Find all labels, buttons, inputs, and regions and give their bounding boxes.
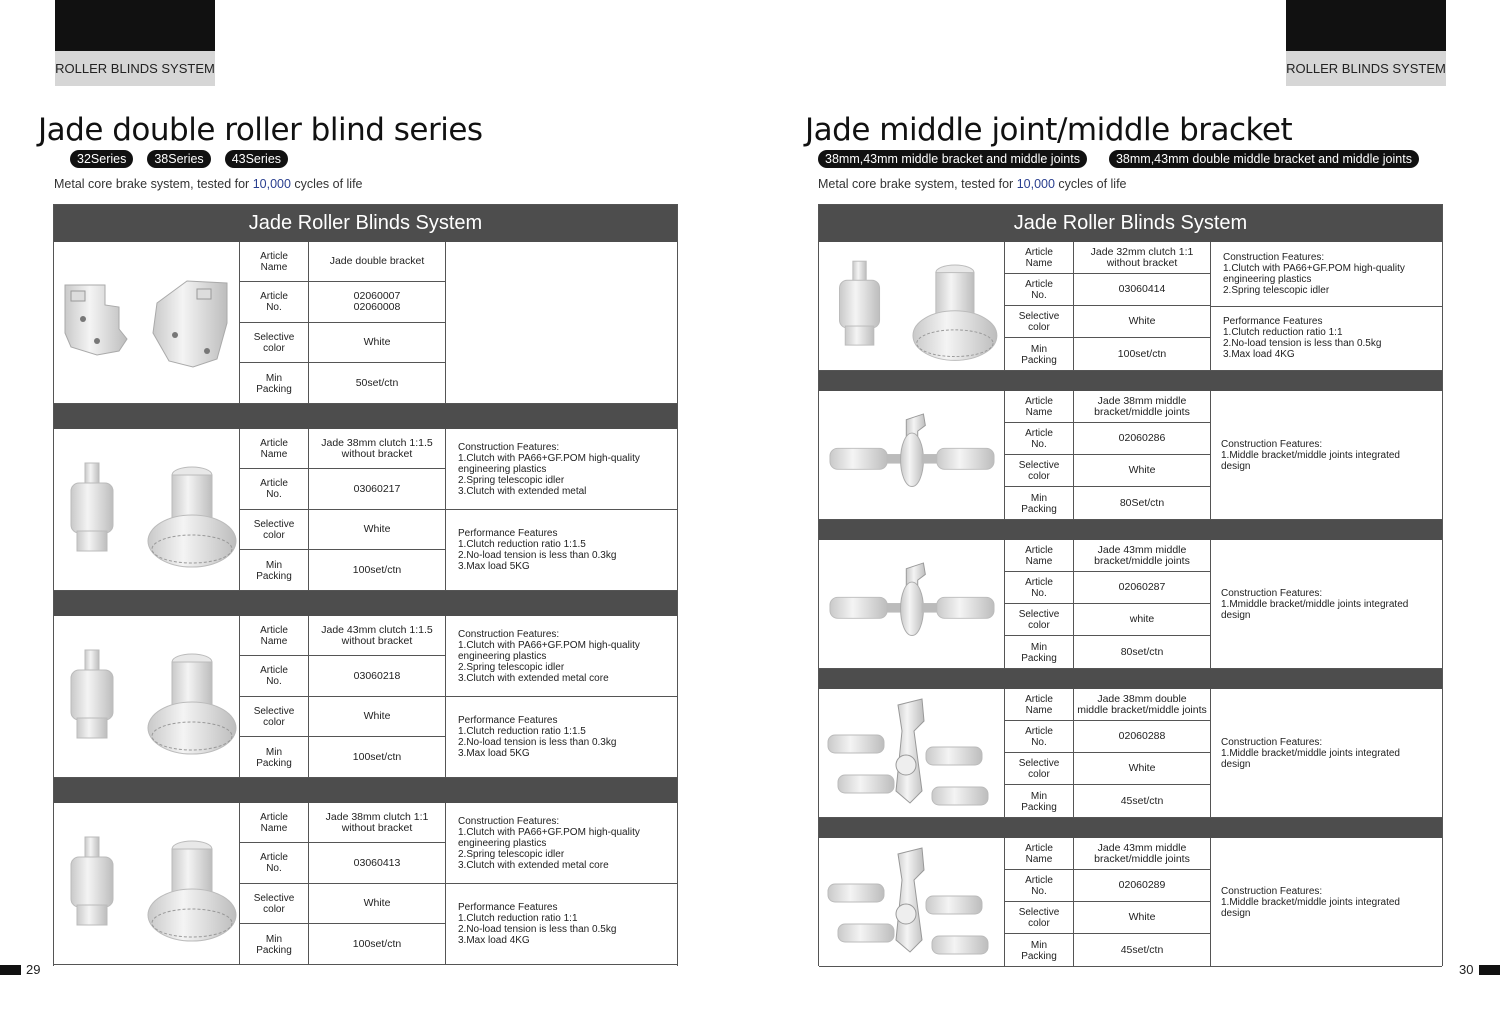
- article-name: Jade 38mm clutch 1:1.5 without bracket: [309, 429, 446, 469]
- spec-label: Article Name: [1005, 838, 1074, 870]
- spec-label: Min Packing: [1005, 934, 1074, 967]
- spec-label: Article No.: [240, 469, 309, 510]
- performance-features: Performance Features 1.Clutch reduction ratio 1:1 2.No-load tension is less than 0.5kg 3.Max load 4KG: [458, 902, 617, 946]
- spec-label: Article No.: [240, 843, 309, 884]
- selective-color: White: [309, 323, 446, 363]
- double-middle-bracket-icon: [819, 838, 1005, 966]
- spec-label: Selective color: [1005, 604, 1074, 636]
- product-row: [819, 391, 1442, 520]
- spec-label: Min Packing: [240, 737, 309, 778]
- features: [1211, 689, 1442, 817]
- article-name: Jade 38mm middle bracket/middle joints: [1074, 391, 1211, 423]
- header-tab-left: [55, 0, 215, 86]
- spec-label: Article Name: [1005, 391, 1074, 423]
- spec-label: Selective color: [240, 697, 309, 737]
- spec-label: Selective color: [1005, 306, 1074, 338]
- spec-label: Article Name: [240, 429, 309, 469]
- spec-label: Article Name: [240, 616, 309, 656]
- spec-label: Article No.: [240, 282, 309, 323]
- separator-bar: [819, 818, 1442, 838]
- header-tab-right: [1286, 0, 1446, 86]
- article-no: 02060286: [1074, 423, 1211, 455]
- spec-label: Selective color: [240, 323, 309, 363]
- performance-features: Performance Features 1.Clutch reduction ratio 1:1.5 2.No-load tension is less than 0.3kg 3.Max load 5KG: [458, 715, 617, 759]
- spec-grid: [1005, 540, 1211, 668]
- construction-features: Construction Features: 1.Mmiddle bracket/middle joints integrated design: [1221, 587, 1409, 621]
- spec-label: Min Packing: [240, 550, 309, 591]
- article-no: 02060289: [1074, 870, 1211, 902]
- spec-grid: [240, 803, 446, 964]
- construction-features: Construction Features: 1.Middle bracket/middle joints integrated design: [1221, 736, 1400, 770]
- separator-bar: [819, 520, 1442, 540]
- spec-grid: [1005, 391, 1211, 519]
- product-row: [54, 616, 677, 778]
- system-table-left: [53, 204, 678, 966]
- section-label: ROLLER BLINDS SYSTEM: [55, 51, 215, 86]
- spec-label: Article Name: [240, 242, 309, 282]
- spec-label: Selective color: [1005, 455, 1074, 487]
- spec-grid: [240, 429, 446, 590]
- article-name: Jade 43mm middle bracket/middle joints: [1074, 838, 1211, 870]
- section-label: ROLLER BLINDS SYSTEM: [1286, 51, 1446, 86]
- series-tags: [70, 150, 288, 168]
- min-packing: 45set/ctn: [1074, 934, 1211, 967]
- clutch-icon: [819, 242, 1005, 370]
- selective-color: White: [1074, 306, 1211, 338]
- middle-bracket-icon: [819, 540, 1005, 668]
- article-name: Jade 38mm double middle bracket/middle joints: [1074, 689, 1211, 721]
- features: [1211, 540, 1442, 668]
- article-name: Jade 38mm clutch 1:1 without bracket: [309, 803, 446, 843]
- double-bracket-icon: [54, 242, 240, 403]
- system-title: Jade Roller Blinds System: [819, 205, 1442, 242]
- page-marker-right: [1479, 965, 1500, 975]
- spec-label: Selective color: [240, 510, 309, 550]
- spec-label: Article No.: [1005, 870, 1074, 902]
- separator-bar: [819, 371, 1442, 391]
- header-black-bar: [1286, 0, 1446, 51]
- construction-features: Construction Features: 1.Clutch with PA66+GF.POM high-quality engineering plastics 2.Spring telescopic idler 3.Clutch with extended metal: [446, 429, 677, 510]
- clutch-icon: [54, 803, 240, 964]
- article-no: 02060288: [1074, 721, 1211, 753]
- separator-bar: [54, 591, 677, 616]
- features: [1211, 242, 1442, 370]
- spec-grid: [240, 242, 446, 403]
- performance-features: Performance Features 1.Clutch reduction ratio 1:1.5 2.No-load tension is less than 0.3kg 3.Max load 5KG: [458, 528, 617, 572]
- series-tag: 32Series: [70, 150, 133, 168]
- spec-label: Selective color: [1005, 902, 1074, 934]
- spec-grid: [1005, 242, 1211, 370]
- page-title-left: Jade double roller blind series: [38, 112, 483, 148]
- product-row: [819, 540, 1442, 669]
- spec-label: Min Packing: [240, 924, 309, 965]
- article-name: Jade double bracket: [309, 242, 446, 282]
- subtitle-text: cycles of life: [1054, 177, 1127, 191]
- performance-features: Performance Features 1.Clutch reduction ratio 1:1 2.No-load tension is less than 0.5kg 3.Max load 4KG: [1223, 316, 1382, 361]
- features: [446, 616, 677, 777]
- spec-label: Article No.: [1005, 423, 1074, 455]
- middle-bracket-icon: [819, 391, 1005, 519]
- subtitle-text: Metal core brake system, tested for: [818, 177, 1017, 191]
- article-no: 03060218: [309, 656, 446, 697]
- subtitle-right: [818, 177, 1127, 191]
- article-no: 02060287: [1074, 572, 1211, 604]
- min-packing: 100set/ctn: [309, 924, 446, 965]
- selective-color: White: [309, 884, 446, 924]
- separator-bar: [54, 404, 677, 429]
- construction-features: Construction Features: 1.Clutch with PA66+GF.POM high-quality engineering plastics 2.Spring telescopic idler 3.Clutch with extended metal core: [446, 616, 677, 697]
- double-middle-bracket-icon: [819, 689, 1005, 817]
- spec-label: Min Packing: [1005, 338, 1074, 371]
- page-number-left: 29: [26, 962, 41, 977]
- subtitle-text: Metal core brake system, tested for: [54, 177, 253, 191]
- header-black-bar: [55, 0, 215, 51]
- features: [446, 429, 677, 590]
- page-number-right: 30: [1459, 962, 1474, 977]
- article-name: Jade 43mm clutch 1:1.5 without bracket: [309, 616, 446, 656]
- spec-label: Article Name: [1005, 242, 1074, 274]
- article-name: Jade 32mm clutch 1:1 without bracket: [1074, 242, 1211, 274]
- spec-label: Article Name: [1005, 540, 1074, 572]
- features: [1211, 838, 1442, 966]
- article-no: 02060007 02060008: [309, 282, 446, 323]
- series-tag: 38mm,43mm double middle bracket and middle joints: [1109, 150, 1419, 168]
- min-packing: 100set/ctn: [309, 550, 446, 591]
- product-row: [54, 803, 677, 965]
- spec-label: Min Packing: [1005, 487, 1074, 520]
- spec-label: Article Name: [1005, 689, 1074, 721]
- min-packing: 45set/ctn: [1074, 785, 1211, 818]
- min-packing: 80Set/ctn: [1074, 487, 1211, 520]
- cycles-count: 10,000: [252, 177, 291, 191]
- series-tag: 38mm,43mm middle bracket and middle joints: [818, 150, 1087, 168]
- series-tag: 43Series: [225, 150, 288, 168]
- spec-grid: [1005, 689, 1211, 817]
- min-packing: 100set/ctn: [309, 737, 446, 778]
- min-packing: 50set/ctn: [309, 363, 446, 404]
- article-name: Jade 43mm middle bracket/middle joints: [1074, 540, 1211, 572]
- separator-bar: [819, 669, 1442, 689]
- clutch-icon: [54, 616, 240, 777]
- spec-label: Selective color: [1005, 753, 1074, 785]
- min-packing: 80set/ctn: [1074, 636, 1211, 669]
- separator-bar: [54, 778, 677, 803]
- spec-label: Article No.: [1005, 721, 1074, 753]
- selective-color: White: [1074, 455, 1211, 487]
- spec-label: Selective color: [240, 884, 309, 924]
- system-table-right: [818, 204, 1443, 966]
- product-row: [54, 429, 677, 591]
- selective-color: white: [1074, 604, 1211, 636]
- features: [1211, 391, 1442, 519]
- spec-label: Article No.: [1005, 274, 1074, 306]
- selective-color: White: [309, 697, 446, 737]
- series-tag: 38Series: [147, 150, 210, 168]
- min-packing: 100set/ctn: [1074, 338, 1211, 371]
- subtitle-left: [54, 177, 363, 191]
- construction-features: Construction Features: 1.Middle bracket/middle joints integrated design: [1221, 438, 1400, 472]
- series-tags: [818, 150, 1419, 168]
- features-empty: [446, 242, 677, 403]
- spec-label: Min Packing: [240, 363, 309, 404]
- article-no: 03060413: [309, 843, 446, 884]
- spec-grid: [240, 616, 446, 777]
- page-title-right: Jade middle joint/middle bracket: [805, 112, 1293, 148]
- spec-label: Article No.: [240, 656, 309, 697]
- clutch-icon: [54, 429, 240, 590]
- cycles-count: 10,000: [1016, 177, 1055, 191]
- construction-features: Construction Features: 1.Clutch with PA66+GF.POM high-quality engineering plastics 2.Spring telescopic idler 3.Clutch with extended metal core: [446, 803, 677, 884]
- selective-color: White: [1074, 753, 1211, 785]
- page-marker-left: [0, 965, 21, 975]
- spec-grid: [1005, 838, 1211, 966]
- product-row: [54, 242, 677, 404]
- features: [446, 803, 677, 964]
- subtitle-text: cycles of life: [290, 177, 363, 191]
- system-title: Jade Roller Blinds System: [54, 205, 677, 242]
- product-row: [819, 838, 1442, 967]
- product-row: [819, 242, 1442, 371]
- spec-label: Min Packing: [1005, 636, 1074, 669]
- spec-label: Article Name: [240, 803, 309, 843]
- selective-color: White: [1074, 902, 1211, 934]
- product-row: [819, 689, 1442, 818]
- article-no: 03060217: [309, 469, 446, 510]
- selective-color: White: [309, 510, 446, 550]
- spec-label: Article No.: [1005, 572, 1074, 604]
- article-no: 03060414: [1074, 274, 1211, 306]
- construction-features: Construction Features: 1.Middle bracket/middle joints integrated design: [1221, 885, 1400, 919]
- construction-features: Construction Features: 1.Clutch with PA66+GF.POM high-quality engineering plastics 2.Spring telescopic idler: [1211, 242, 1442, 307]
- spec-label: Min Packing: [1005, 785, 1074, 818]
